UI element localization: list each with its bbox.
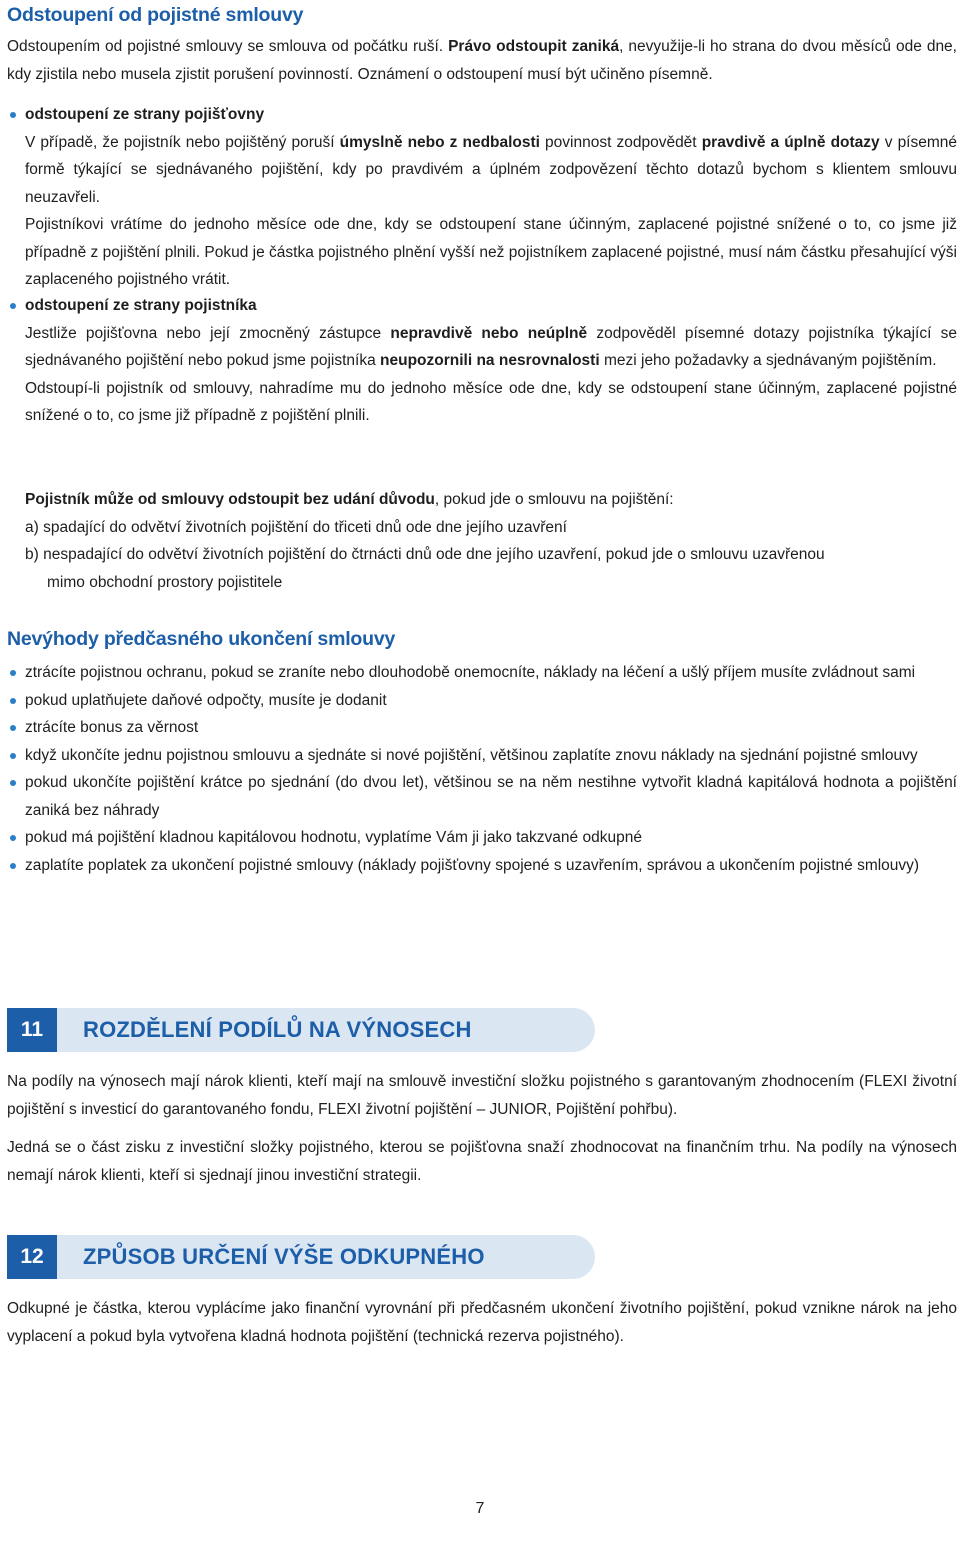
heading-withdrawal: Odstoupení od pojistné smlouvy — [7, 4, 304, 26]
section-12-header — [7, 1235, 595, 1279]
insurer-withdrawal-paragraph-1: V případě, že pojistník nebo pojištěný poruší úmyslně nebo z nedbalosti povinnost zodpovědět pravdivě a úplně dotazy v písemné formě týkající se sjednávaného pojištění, kdy po pravdivém a úplném zodpovězení těchto dotazů bychom s klientem smlouvu neuzavřeli. — [25, 133, 958, 206]
disadvantages-list — [7, 659, 957, 879]
insurer-withdrawal-block — [7, 101, 957, 294]
no-reason-withdrawal-block — [7, 486, 957, 596]
no-reason-intro: Pojistník může od smlouvy odstoupit bez udání důvodu, pokud jde o smlouvu na pojištění: — [25, 491, 674, 508]
list-item: když ukončíte jednu pojistnou smlouvu a sjednáte si nové pojištění, většinou zaplatíte znovu náklady na sjednání pojistné smlouvy — [7, 742, 957, 770]
section-11-title: ROZDĚLENÍ PODÍLŮ NA VÝNOSECH — [83, 1017, 472, 1042]
holder-withdrawal-label: odstoupení ze strany pojistníka — [7, 292, 957, 320]
heading-disadvantages: Nevýhody předčasného ukončení smlouvy — [7, 628, 396, 650]
section-12-paragraph-1: Odkupné je částka, kterou vyplácíme jako finanční vyrovnání při předčasném ukončení životního pojištění, pokud vznikne nárok na jeho vyplacení a pokud byla vytvořena kladná hodnota pojištění (technická rezerva pojistného). — [7, 1300, 957, 1345]
withdrawal-intro: Odstoupením od pojistné smlouvy se smlouva od počátku ruší. Právo odstoupit zaniká, nevyužije-li ho strana do dvou měsíců ode dne, kdy zjistila nebo musela zjistit porušení povinností. Oznámení o odstoupení musí být učiněno písemně. — [7, 38, 957, 83]
no-reason-item-b: b) nespadající do odvětví životních pojištění do čtrnácti dnů ode dne jejího uzavření, pokud jde o smlouvu uzavřenou — [25, 546, 825, 563]
list-item: ztrácíte pojistnou ochranu, pokud se zraníte nebo dlouhodobě onemocníte, náklady na léčení a ušlý příjem musíte zvládnout sami — [7, 659, 957, 687]
list-item: pokud má pojištění kladnou kapitálovou hodnotu, vyplatíme Vám ji jako takzvané odkupné — [7, 824, 957, 852]
section-12-number: 12 — [7, 1235, 57, 1279]
insurer-withdrawal-label: odstoupení ze strany pojišťovny — [7, 101, 957, 129]
holder-withdrawal-paragraph-1: Jestliže pojišťovna nebo její zmocněný zástupce nepravdivě nebo neúplně zodpověděl písemné dotazy pojistníka týkající se sjednávaného pojištění nebo pokud jsme pojistníka neupozornili na nesrovnalosti mezi jeho požadavky a sjednávaným pojištěním. — [25, 324, 958, 369]
holder-withdrawal-block — [7, 292, 957, 430]
section-11-paragraph-1: Na podíly na výnosech mají nárok klienti, kteří mají na smlouvě investiční složku pojistného s garantovaným zhodnocením (FLEXI životní pojištění s investicí do garantovaného fondu, FLEXI životní pojištění – JUNIOR, Pojištění pohřbu). — [7, 1073, 957, 1118]
section-11-paragraph-2: Jedná se o část zisku z investiční složky pojistného, kterou se pojišťovna snaží zhodnocovat na finančním trhu. Na podíly na výnosech nemají nárok klienti, kteří si sjednají jinou investiční strategii. — [7, 1139, 957, 1184]
list-item: pokud uplatňujete daňové odpočty, musíte je dodanit — [7, 687, 957, 715]
no-reason-item-a: a) spadající do odvětví životních pojištění do třiceti dnů ode dne jejího uzavření — [25, 518, 567, 536]
list-item: pokud ukončíte pojištění krátce po sjednání (do dvou let), většinou se na něm nestihne vytvořit kladná kapitálová hodnota a pojištění zaniká bez náhrady — [7, 769, 957, 824]
list-item: zaplatíte poplatek za ukončení pojistné smlouvy (náklady pojišťovny spojené s uzavřením, správou a ukončením pojistné smlouvy) — [7, 852, 957, 880]
no-reason-item-b-continuation: mimo obchodní prostory pojistitele — [47, 573, 283, 591]
section-12-title: ZPŮSOB URČENÍ VÝŠE ODKUPNÉHO — [83, 1244, 485, 1269]
section-11-number: 11 — [7, 1008, 57, 1052]
holder-withdrawal-paragraph-2: Odstoupí-li pojistník od smlouvy, nahradíme mu do jednoho měsíce ode dne, kdy se odstoupení stane účinným, zaplacené pojistné snížené o to, co jsme již případně z pojištění plnili. — [25, 379, 957, 424]
insurer-withdrawal-paragraph-2: Pojistníkovi vrátíme do jednoho měsíce ode dne, kdy se odstoupení stane účinným, zaplacené pojistné snížené o to, co jsme již případně z pojištění plnili. Pokud je částka pojistného plnění vyšší než pojistníkem zaplacené pojistné, musí nám částku přesahující výši zaplaceného pojistného vrátit. — [25, 216, 957, 288]
list-item: ztrácíte bonus za věrnost — [7, 714, 957, 742]
page-number: 7 — [475, 1500, 485, 1517]
section-11-header — [7, 1008, 595, 1052]
